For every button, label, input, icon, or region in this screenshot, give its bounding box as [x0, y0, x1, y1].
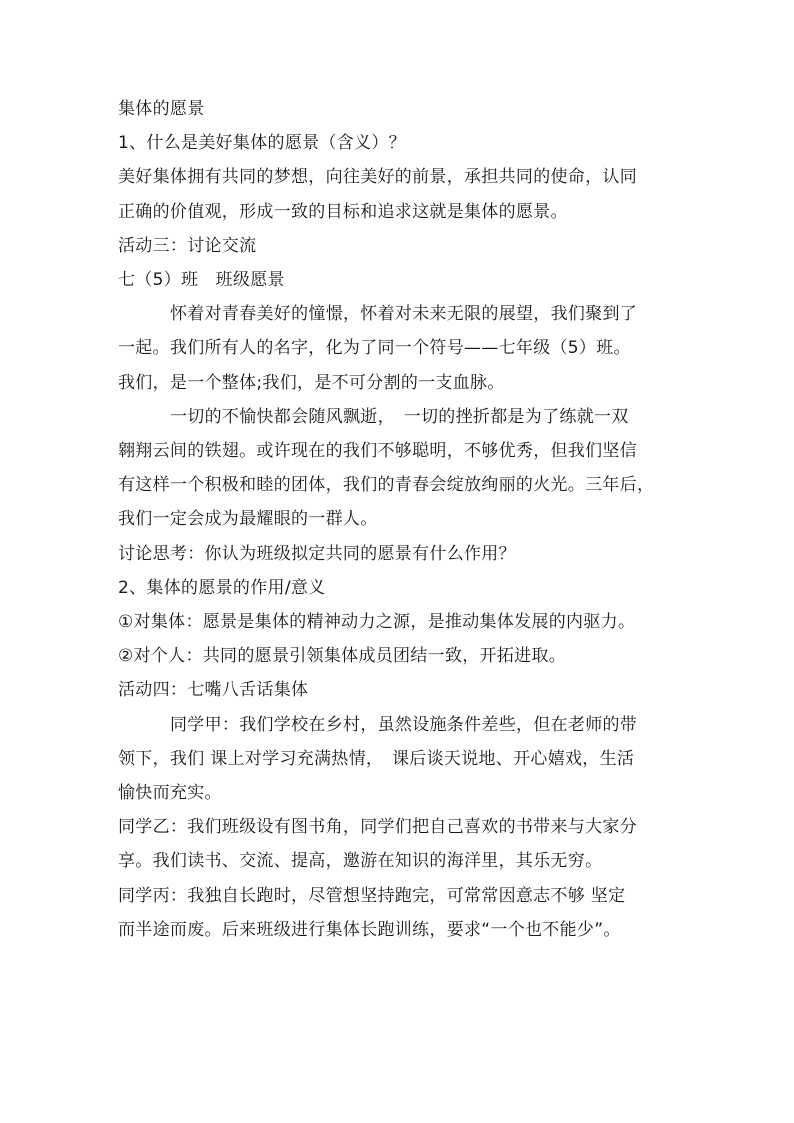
- text-line: 活动三：讨论交流: [118, 235, 257, 256]
- text-line: 活动四：七嘴八舌话集体: [118, 680, 309, 701]
- text-line: 愉快而充实。: [118, 783, 222, 804]
- text-line: 有这样一个积极和睦的团体，我们的青春会绽放绚丽的火光。三年后，: [118, 475, 655, 496]
- text-line: 同学乙：我们班级设有图书角，同学们把自己喜欢的书带来与大家分: [118, 817, 637, 838]
- document-title: 集体的愿景: [118, 99, 205, 119]
- text-line: 怀着对青春美好的憧憬，怀着对未来无限的展望，我们聚到了: [170, 304, 638, 325]
- text-line: 美好集体拥有共同的梦想，向往美好的前景，承担共同的使命，认同: [118, 167, 637, 188]
- document-body: [118, 126, 680, 947]
- text-line: 同学丙：我独自长跑时，尽管想坚持跑完，可常常因意志不够 坚定: [118, 885, 626, 906]
- text-line: 一起。我们所有人的名字，化为了同一个符号——七年级（5）班。: [118, 338, 631, 359]
- text-line: 讨论思考：你认为班级拟定共同的愿景有什么作用？: [118, 543, 516, 564]
- text-line: 我们，是一个整体;我们，是不可分割的一支血脉。: [118, 372, 505, 393]
- text-line: ①对集体：愿景是集体的精神动力之源，是推动集体发展的内驱力。: [118, 612, 636, 633]
- text-line: 1、什么是美好集体的愿景（含义）？: [118, 133, 406, 154]
- text-line: 翱翔云间的铁翅。或许现在的我们不够聪明，不够优秀，但我们坚信: [118, 441, 637, 462]
- text-line: 而半途而废。后来班级进行集体长跑训练，要求“一个也不能少”。: [118, 919, 621, 940]
- text-line: 我们一定会成为最耀眼的一群人。: [118, 509, 378, 530]
- text-line: 领下，我们 课上对学习充满热情， 课后谈天说地、开心嬉戏，生活: [118, 748, 635, 769]
- text-line: 一切的不愉快都会随风飘逝， 一切的挫折都是为了练就一双: [170, 406, 629, 427]
- text-line: ②对个人：共同的愿景引领集体成员团结一致，开拓进取。: [118, 646, 567, 667]
- text-line: 正确的价值观，形成一致的目标和追求这就是集体的愿景。: [118, 201, 568, 222]
- text-line: 享。我们读书、交流、提高，邀游在知识的海洋里，其乐无穷。: [118, 851, 603, 872]
- document-page: [118, 92, 680, 947]
- text-line: 2、集体的愿景的作用/意义: [118, 577, 326, 598]
- text-line: 七（5）班 班级愿景: [118, 270, 285, 291]
- text-line: 同学甲：我们学校在乡村，虽然设施条件差些，但在老师的带: [170, 714, 638, 735]
